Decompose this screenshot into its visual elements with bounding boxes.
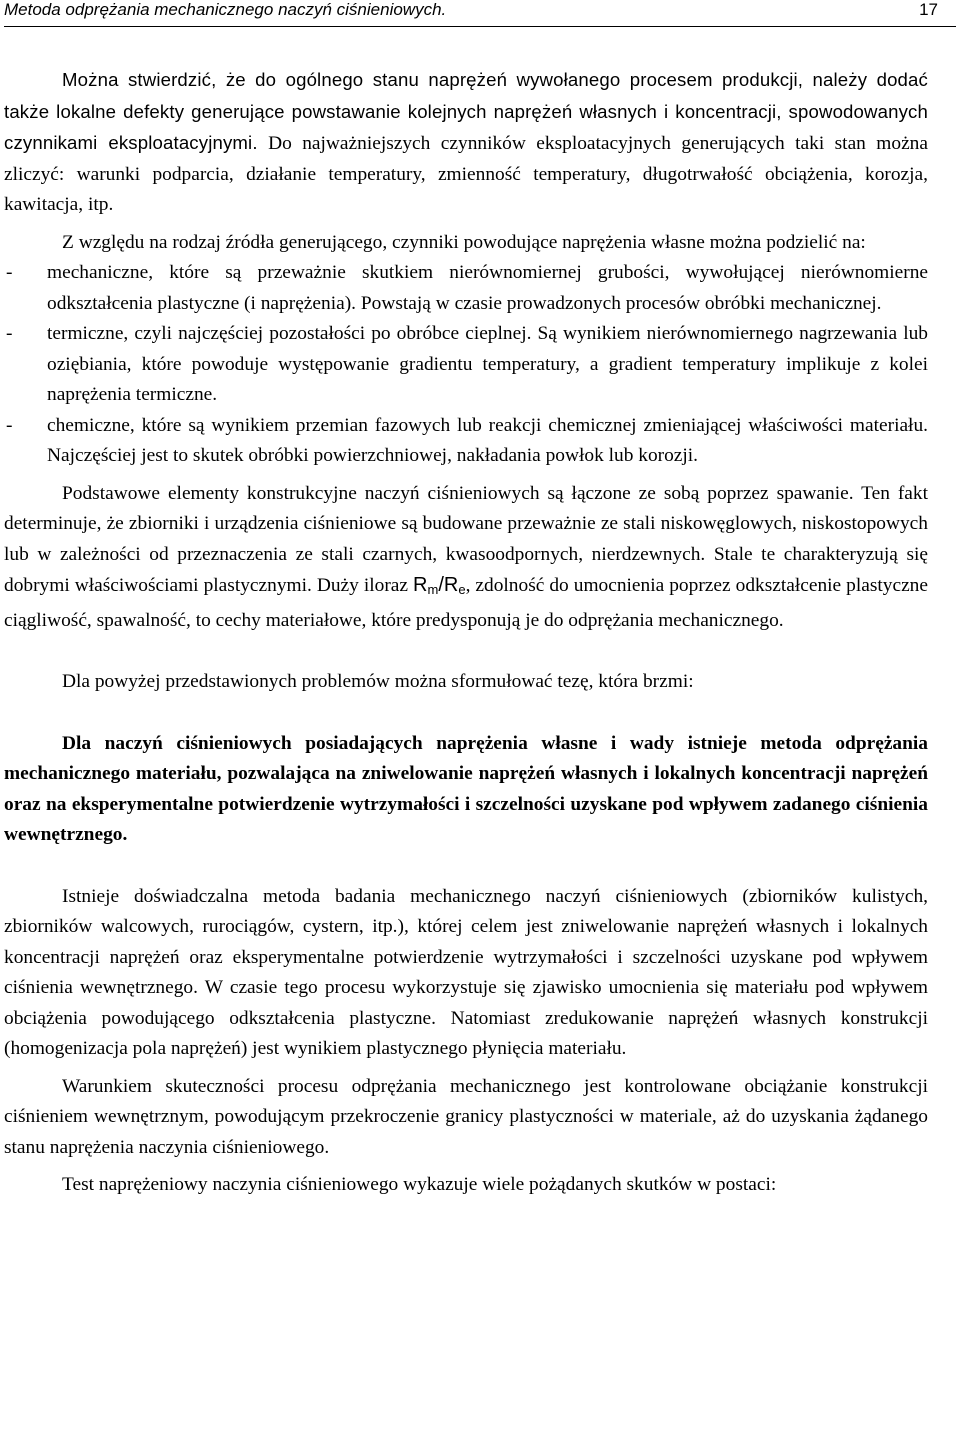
- paragraph-thesis-intro: Dla powyżej przedstawionych problemów można sformułować tezę, która brzmi:: [62, 671, 694, 692]
- paragraph-welding-materials: [4, 479, 928, 637]
- paragraph-condition: Warunkiem skuteczności procesu odprężania mechanicznego jest kontrolowane obciążanie konstrukcji ciśnieniem wewnętrznym, powodującym przekroczenie granicy plastyczności w materiale, aż do uzyskania żądanego stanu naprężenia naczynia ciśnieniowego.: [4, 1075, 928, 1158]
- list-item-mechanical: [4, 258, 928, 319]
- symbol-R: R: [413, 574, 428, 596]
- list-dash: -: [6, 414, 13, 436]
- list-item-chemical: [4, 411, 928, 472]
- paragraph-welding-text: Podstawowe elementy konstrukcyjne naczyń ciśnieniowych są łączone ze sobą poprzez spawanie. Ten fakt determinuje, że zbiorniki i urządzenia ciśnieniowe są budowane przeważnie ze stali niskowęglowych, niskostopowych lub w zależności od przeznaczenia ze stali czarnych, kwasoodpornych, nierdzewnych. Stale te charakteryzują się dobrymi właściwościami plastycznymi. Duży iloraz: [4, 482, 928, 596]
- list-item-text: termiczne, czyli najczęściej pozostałości po obróbce cieplnej. Są wynikiem nierównomiernego nagrzewania lub oziębiania, które powoduje występowanie gradientu temperatury, a gradient temperatury implikuje z kolei naprężenia termiczne.: [47, 323, 928, 405]
- paragraph-stress-sources: Z względu na rodzaj źródła generującego, czynniki powodujące naprężenia własne można podzielić na:: [62, 231, 866, 253]
- list-item-text: chemiczne, które są wynikiem przemian fazowych lub reakcji chemicznej zmieniającej właściwości materiału. Najczęściej jest to skutek obróbki powierzchniowej, nakładania powłok lub korozji.: [47, 414, 928, 466]
- list-item-text: mechaniczne, które są przeważnie skutkiem nierównomiernej grubości, wywołującej nierównomierne odkształcenia plastyczne (i naprężenia). Powstają w czasie prowadzonych procesów obróbki mechanicznej.: [47, 262, 928, 314]
- document-body: [4, 65, 928, 1201]
- list-dash: -: [6, 262, 13, 283]
- subscript-e: e: [458, 582, 466, 597]
- paragraph-operational-factors-sans: Można stwierdzić, że do ogólnego stanu naprężeń wywołanego procesem produkcji, należy dodać także lokalne defekty generujące powstawanie kolejnych naprężeń własnych i koncentracji, spowodowanych czynnikami eksploatacyjnymi.: [4, 69, 928, 153]
- paragraph-operational-factors-serif: Do najważniejszych czynników eksploatacyjnych generujących taki stan można zliczyć: warunki podparcia, działanie temperatury, zmienność temperatury, długotrwałość obciążenia, korozja, kawitacja, itp.: [4, 133, 928, 215]
- page-header: [4, 0, 956, 27]
- running-title: Metoda odprężania mechanicznego naczyń ciśnieniowych.: [4, 0, 447, 19]
- paragraph-welding-text: , zdolność do umocnienia poprzez odkształcenie plastyczne ciągliwość, spawalność, to cechy materiałowe, które predysponują je do odprężania mechanicznego.: [4, 575, 928, 631]
- list-dash: -: [6, 323, 13, 344]
- symbol-slash: /: [438, 574, 444, 596]
- stress-factor-list: [4, 258, 928, 472]
- symbol-R: R: [443, 574, 459, 596]
- paragraph-operational-factors: [4, 65, 928, 221]
- paragraph-stress-test: Test naprężeniowy naczynia ciśnieniowego wykazuje wiele pożądanych skutków w postaci:: [62, 1174, 777, 1195]
- paragraph-experimental-method: Istnieje doświadczalna metoda badania mechanicznego naczyń ciśnieniowych (zbiorników kulistych, zbiorników walcowych, rurociągów, cystern, itp.), której celem jest zniwelowanie naprężeń własnych i lokalnych koncentracji naprężeń oraz eksperymentalne potwierdzenie wytrzymałości i szczelności uzyskane pod wpływem ciśnienia wewnętrznego. W czasie tego procesu wykorzystuje się zjawisko umocnienia się materiału pod wpływem obciążenia powodującego odkształcenia plastyczne. Natomiast zredukowanie naprężeń własnych konstrukcji (homogenizacja pola naprężeń) jest wynikiem plastycznego płynięcia materiału.: [4, 885, 928, 1059]
- thesis-statement: Dla naczyń ciśnieniowych posiadających naprężenia własne i wady istnieje metoda odprężania mechanicznego materiału, pozwalająca na zniwelowanie naprężeń własnych i lokalnych koncentracji naprężeń oraz na eksperymentalne potwierdzenie wytrzymałości i szczelności uzyskane pod wpływem zadanego ciśnienia wewnętrznego.: [4, 732, 928, 845]
- subscript-m: m: [427, 582, 439, 597]
- page-number: 17: [919, 0, 938, 19]
- list-item-thermal: [4, 319, 928, 411]
